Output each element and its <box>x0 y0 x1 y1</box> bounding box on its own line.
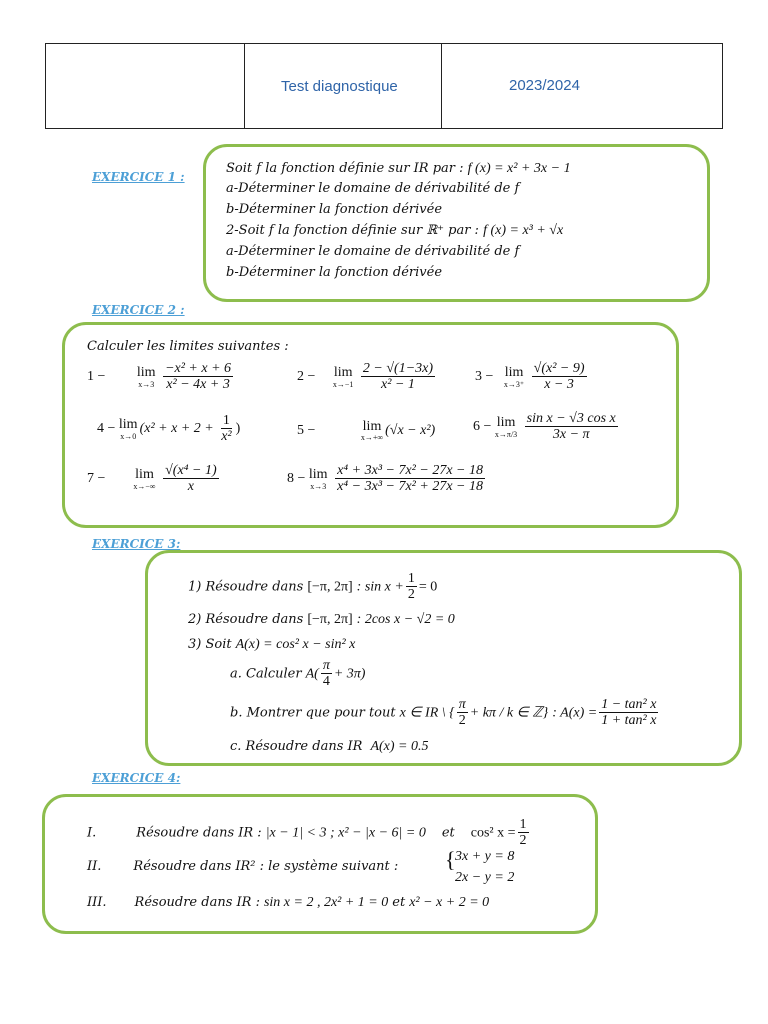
header-year-cell <box>442 44 722 128</box>
ex1-line-2: a-Déterminer le domaine de dérivabilité de f <box>226 181 520 196</box>
limit-1: 1 − lim x→3 $\frac{\text{−x² + x + 6}}{\text{x² − 4x + 3}}$ <box>87 361 232 393</box>
ex1-line-3: b-Déterminer la fonction dérivée <box>226 202 443 217</box>
ex3-q3: 3) Soit A(x) = cos² x − sin² x <box>188 637 356 652</box>
limit-7: 7 − lim x→−∞ $\frac{\text{√(x⁴ − 1)}}{x}$ <box>87 463 217 495</box>
ex1-line-6: b-Déterminer la fonction dérivée <box>226 265 443 280</box>
ex4-part-3: III. Résoudre dans IR : sin x = 2 , 2x² + 1 = 0 et x² − x + 2 = 0 <box>87 895 490 910</box>
header-logo-cell <box>46 44 245 128</box>
limit-6: 6 − lim x→π/3 $\frac{\text{sin x − √3 cos x}}{3x - \pi}$ <box>473 411 616 443</box>
system-equation-1: 3x + y = 8 <box>455 849 515 864</box>
ex4-part-1: I. Résoudre dans IR : |x − 1| < 3 ; x² − |x − 6| = 0 et cos² x = $\frac{1}{2}$ <box>87 817 527 849</box>
ex3-qc: c. Résoudre dans IR A(x) = 0.5 <box>230 739 429 754</box>
ex3-q2: 2) Résoudre dans [−π, 2π] : 2cos x − √2 = 0 <box>188 612 455 627</box>
limit-8: 8 − lim x→3 $\frac{\text{x⁴ + 3x³ − 7x² − 27x − 18}}{\text{x⁴ − 3x³ − 7x² + 27x − 18}}$ <box>287 463 483 495</box>
ex3-qa: a. Calculer A( $\frac{\pi}{4}$ + 3π) <box>230 658 366 690</box>
ex3-q1: 1) Résoudre dans [−π, 2π] : sin x + $\frac{1}{2}$ = 0 <box>188 571 438 603</box>
exercise-4-title: EXERCICE 4: <box>92 771 181 785</box>
system-brace: { <box>445 847 456 872</box>
ex1-line-4: 2-Soit f la fonction définie sur ℝ⁺ par : f (x) = x³ + √x <box>226 223 564 238</box>
limit-2: 2 − lim x→−1 $\frac{2 - √(1-3x)}{\text{x² − 1}}$ <box>297 361 434 393</box>
exercise-3-box <box>145 550 742 766</box>
ex1-line-5: a-Déterminer le domaine de dérivabilité de f <box>226 244 520 259</box>
test-title: Test diagnostique <box>281 78 398 95</box>
exercise-3-title: EXERCICE 3: <box>92 537 181 551</box>
limit-5: 5 − lim x→+∞ (√x − x²) <box>297 419 436 443</box>
exercise-2-box <box>62 322 679 528</box>
exercise-1-title: EXERCICE 1 : <box>92 170 185 184</box>
exercise-1-box <box>203 144 710 302</box>
ex3-qb: b. Montrer que pour tout x ∈ IR \ { $\frac{\pi}{2}$ + kπ / k ∈ ℤ} : A(x) = $\frac{\text{1 − tan² x}}{\text{1 + tan² x}}$ <box>230 697 657 729</box>
ex1-line-1: Soit f la fonction définie sur IR par : f (x) = x² + 3x − 1 <box>226 161 571 176</box>
limit-4: 4 − lim x→0 (x² + x + 2 + $\frac{1}{\text{x²}}$ ) <box>97 413 241 445</box>
school-year: 2023/2024 <box>509 77 580 94</box>
exercise-2-title: EXERCICE 2 : <box>92 303 185 317</box>
exercise-4-box <box>42 794 598 934</box>
ex2-intro: Calculer les limites suivantes : <box>87 339 289 354</box>
header-title-cell <box>245 44 442 128</box>
system-equation-2: 2x − y = 2 <box>455 870 515 885</box>
header-table <box>45 43 723 129</box>
limit-3: 3 − lim x→3⁺ $\frac{\text{√(x² − 9)}}{x - 3}$ <box>475 361 585 393</box>
ex4-part-2: II. Résoudre dans IR² : le système suivant : <box>87 859 399 874</box>
